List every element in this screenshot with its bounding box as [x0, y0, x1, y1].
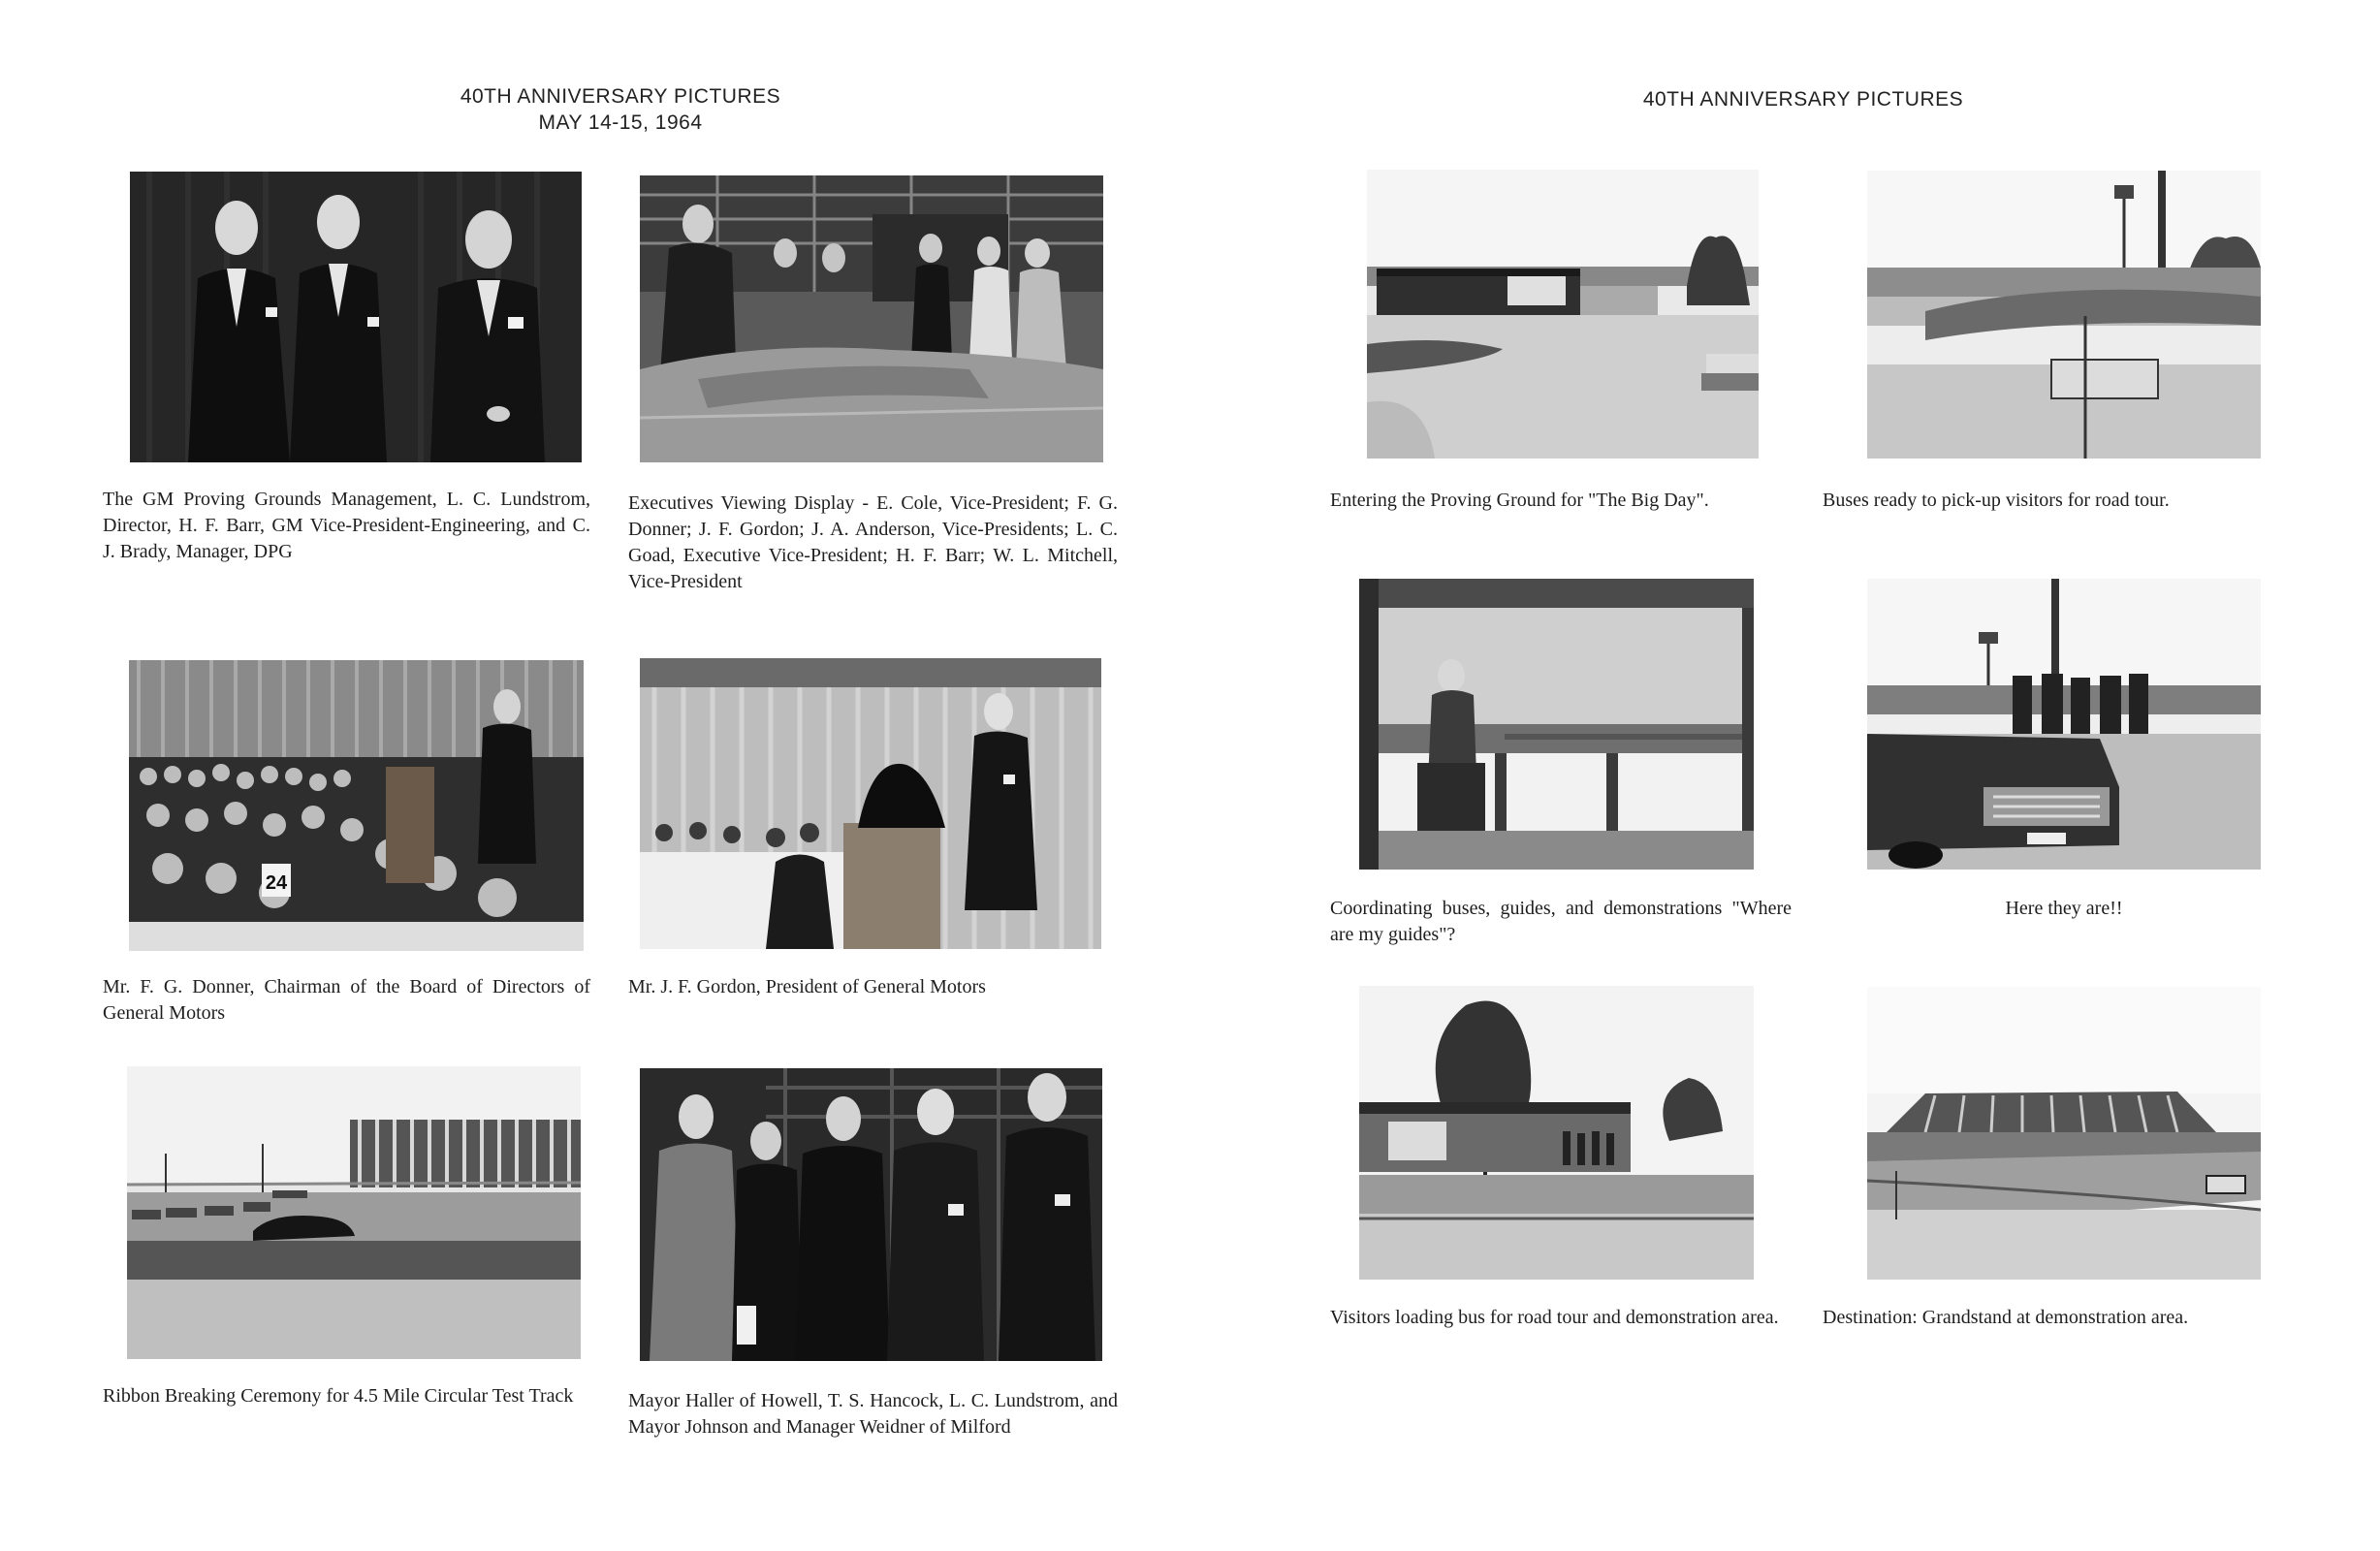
caption-entrance: Entering the Proving Ground for "The Big Day".: [1330, 490, 1709, 511]
caption-visitors-loading: Visitors loading bus for road tour and demonstration area.: [1330, 1307, 1779, 1328]
photo-coordinating-booth: [1359, 579, 1754, 870]
caption-grandstand: Destination: Grandstand at demonstration area.: [1823, 1307, 2189, 1328]
photo-visitors-loading: [1359, 986, 1754, 1280]
photo-entrance: [1367, 170, 1759, 459]
photo-mayors-group: [640, 1068, 1102, 1361]
caption-mayors: Mayor Haller of Howell, T. S. Hancock, L. C. Lundstrom, and Mayor Johnson and Manager Weidner of Milford: [628, 1390, 1118, 1438]
left-page-heading: [368, 83, 873, 136]
photo-here-they-are: [1867, 579, 2261, 870]
photo-donner-banquet: [129, 660, 584, 951]
left-heading-title: 40TH ANNIVERSARY PICTURES: [460, 85, 781, 108]
right-page-heading: [1551, 86, 2055, 112]
photo-gordon-podium: [640, 658, 1101, 949]
table-number-card: 24: [265, 872, 288, 894]
caption-executives: Executives Viewing Display - E. Cole, Vice-President; F. G. Donner; J. F. Gordon; J. A. Anderson, Vice-Presidents; L. C. Goad, Executive Vice-President; H. F. Barr; W. L. Mitchell, Vice-President: [628, 492, 1118, 592]
caption-here-they-are: Here they are!!: [2005, 898, 2123, 919]
caption-gordon: Mr. J. F. Gordon, President of General Motors: [628, 976, 986, 997]
left-heading-date: MAY 14-15, 1964: [538, 111, 703, 134]
photo-ribbon-test-track: [127, 1066, 581, 1359]
caption-buses-ready: Buses ready to pick-up visitors for road tour.: [1823, 490, 2170, 511]
caption-management: The GM Proving Grounds Management, L. C. Lundstrom, Director, H. F. Barr, GM Vice-President-Engineering, and C. J. Brady, Manager, DPG: [103, 489, 590, 562]
photo-management-portrait: [130, 172, 582, 462]
photo-buses-ready: [1867, 171, 2261, 459]
right-heading-title: 40TH ANNIVERSARY PICTURES: [1642, 88, 1964, 111]
caption-donner: Mr. F. G. Donner, Chairman of the Board of Directors of General Motors: [103, 976, 590, 1024]
caption-coordinating: Coordinating buses, guides, and demonstrations "Where are my guides"?: [1330, 898, 1792, 945]
photo-grandstand: [1867, 987, 2261, 1280]
photo-executives-display: [640, 175, 1103, 462]
caption-ribbon-ceremony: Ribbon Breaking Ceremony for 4.5 Mile Circular Test Track: [103, 1385, 574, 1407]
